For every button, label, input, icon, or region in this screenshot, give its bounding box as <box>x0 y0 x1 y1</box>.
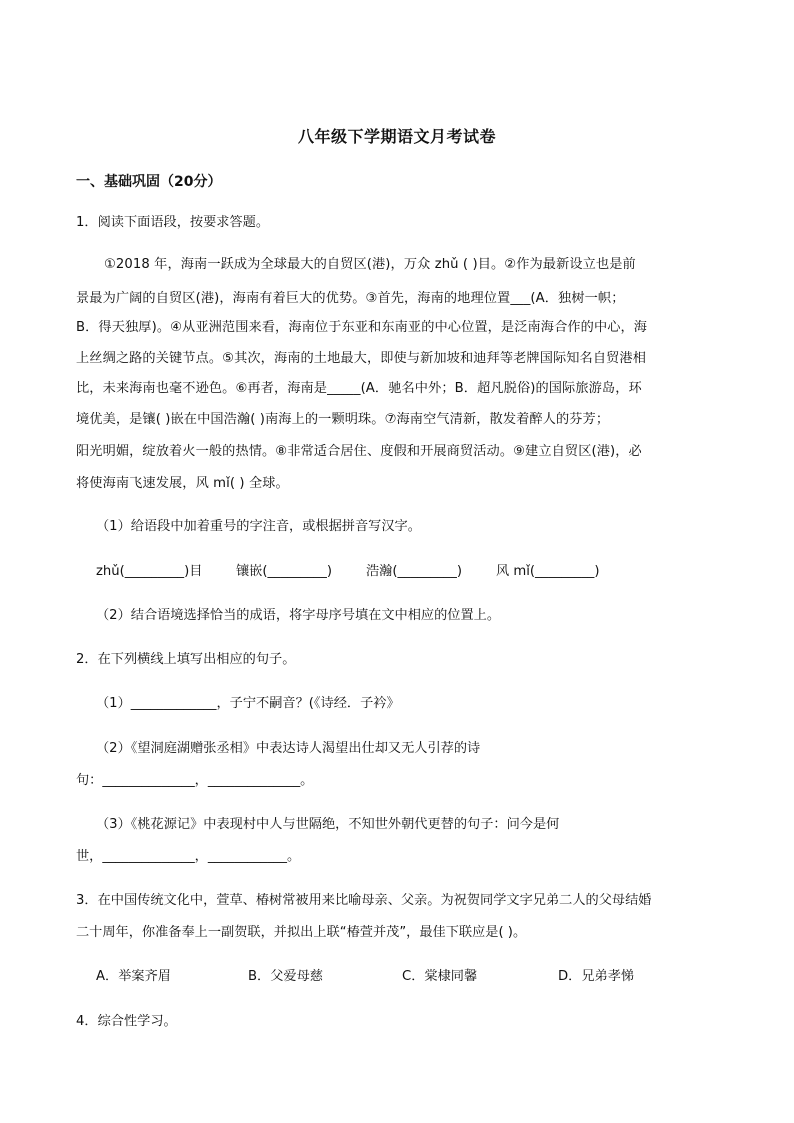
passage-line: 阳光明媚，绽放着火一般的热情。⑧非常适合居住、度假和开展商贸活动。⑨建立自贸区(港)，必 <box>76 444 642 459</box>
question-2-sub-1: （1）_____________，子宁不嗣音？(《诗经．子衿》 <box>96 696 400 711</box>
pinyin-blank-row <box>96 563 646 581</box>
question-2-sub-3: （3）《桃花源记》中表现村中人与世隔绝，不知世外朝代更替的句子：问今是何 <box>96 817 560 832</box>
question-1-sub-1: （1）给语段中加着重号的字注音，或根据拼音写汉字。 <box>96 519 421 534</box>
option-d[interactable]: D．兄弟孝悌 <box>558 969 635 984</box>
option-c[interactable]: C．棠棣同馨 <box>402 969 478 984</box>
question-4-stem: 4．综合性学习。 <box>76 1014 177 1029</box>
blank-xiang[interactable]: 镶嵌(_________) <box>236 564 333 579</box>
blank-han[interactable]: 浩瀚(_________) <box>366 564 463 579</box>
question-3-stem: 3．在中国传统文化中，萱草、椿树常被用来比喻母亲、父亲。为祝贺同学文字兄弟二人的父母结婚 <box>76 893 652 908</box>
blank-zhu[interactable]: zhǔ(_________)目 <box>96 564 203 579</box>
section-heading: 一、基础巩固（20分） <box>76 174 222 190</box>
question-3-stem-cont: 二十周年，你准备奉上一副贺联，并拟出上联“椿萱并茂”，最佳下联应是( )。 <box>76 925 527 940</box>
question-1-sub-2: （2）结合语境选择恰当的成语，将字母序号填在文中相应的位置上。 <box>96 608 501 623</box>
question-2-sub-3-answer: 世，______________，____________。 <box>76 849 301 864</box>
question-2-sub-2: （2）《望洞庭湖赠张丞相》中表达诗人渴望出仕却又无人引荐的诗 <box>96 741 481 756</box>
question-1-stem: 1．阅读下面语段，按要求答题。 <box>76 215 270 230</box>
page-title: 八年级下学期语文月考试卷 <box>297 127 496 146</box>
question-3-options <box>96 968 634 986</box>
passage-line: 比，未来海南也毫不逊色。⑥再者，海南是_____(A．驰名中外；B．超凡脱俗)的国际旅游岛，环 <box>76 381 642 396</box>
passage-line: B．得天独厚)。④从亚洲范围来看，海南位于东亚和东南亚的中心位置，是泛南海合作的中心，海 <box>76 320 648 335</box>
blank-mi[interactable]: 风 mǐ(_________) <box>496 564 600 579</box>
question-2-stem: 2．在下列横线上填写出相应的句子。 <box>76 652 296 667</box>
passage-line: ①2018 年，海南一跃成为全球最大的自贸区(港)，万众 zhǔ ( )目。②作为最新设立也是前 <box>104 257 636 272</box>
passage-line: 景最为广阔的自贸区(港)，海南有着巨大的优势。③首先，海南的地理位置___(A．独树一帜； <box>76 291 625 306</box>
passage-line: 上丝绸之路的关键节点。⑤其次，海南的土地最大，即使与新加坡和迪拜等老牌国际知名自贸港相 <box>76 351 646 366</box>
question-2-sub-2-answer: 句：______________，______________。 <box>76 773 314 788</box>
option-b[interactable]: B．父爱母慈 <box>248 969 323 984</box>
passage-line: 将使海南飞速发展，风 mǐ( ) 全球。 <box>76 476 289 491</box>
passage-line: 境优美，是镶( )嵌在中国浩瀚( )南海上的一颗明珠。⑦海南空气清新，散发着醉人的芬芳； <box>76 412 610 427</box>
option-a[interactable]: A．举案齐眉 <box>96 969 171 984</box>
